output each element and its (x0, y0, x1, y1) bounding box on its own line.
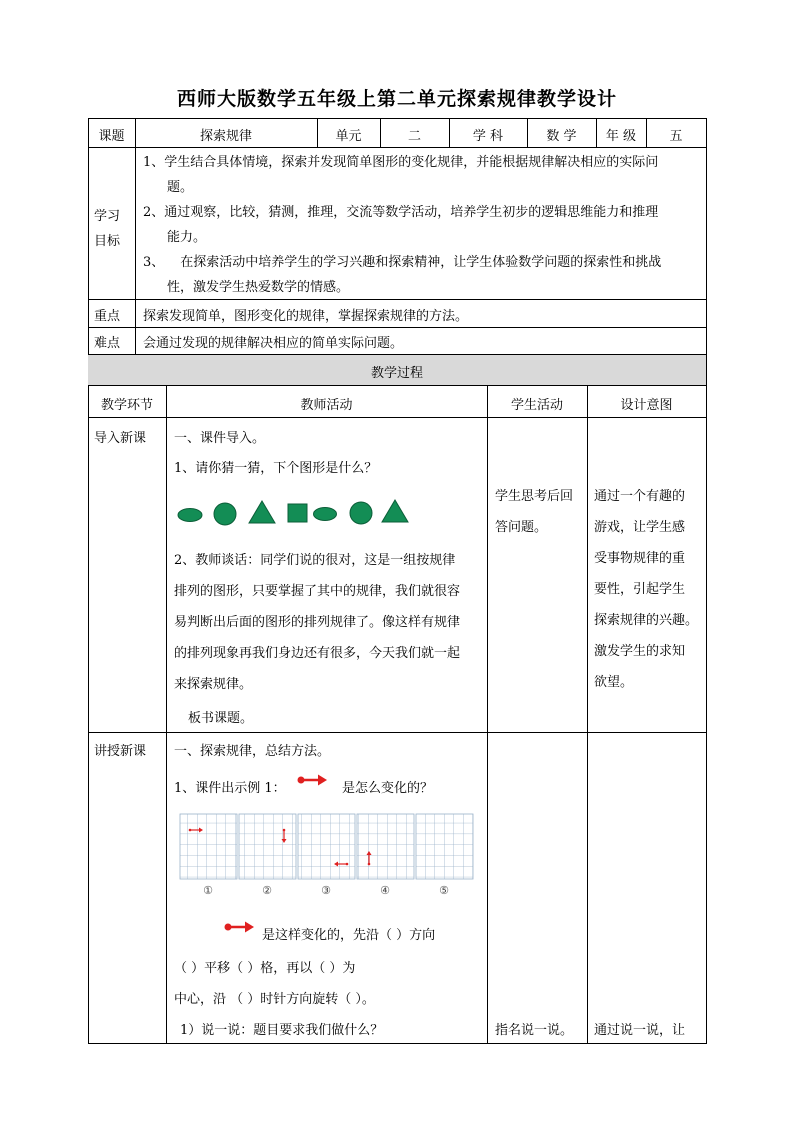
example-prefix: 1、课件出示例 1： (174, 781, 286, 796)
lesson-design-intent: 通过说一说，让 (594, 1023, 686, 1038)
objective-3 (143, 250, 703, 275)
intro-heading: 一、课件导入。 (174, 431, 266, 446)
shape-circle-1 (214, 503, 236, 525)
objective-1-cont: 题。 (167, 180, 194, 195)
objective-3-num: 3、 (143, 255, 165, 270)
board-note: 板书课题。 (188, 711, 254, 726)
talk-line-2: 排列的图形，只要掌握了其中的规律，我们就很容 (174, 584, 461, 599)
intent-line-6: 激发学生的求知 (594, 644, 686, 659)
intro-design-intent (594, 481, 706, 698)
intent-line-7: 欲望。 (594, 675, 634, 690)
subject-label: 学 科 (472, 129, 504, 144)
intent-line-5: 探索规律的兴趣。 (594, 613, 699, 628)
objective-2 (143, 200, 703, 225)
talk-line-3: 易判断出后面的图形的排列规律了。像这样有规律 (174, 615, 461, 630)
grade-value: 五 (669, 129, 683, 144)
document-title: 西师大版数学五年级上第二单元探索规律教学设计 (176, 88, 617, 110)
grid-label-2: ② (262, 884, 272, 897)
talk-line-4: 的排列现象再我们身边还有很多，今天我们就一起 (174, 646, 461, 661)
unit-label: 单元 (335, 129, 362, 144)
stage-intro: 导入新课 (94, 431, 147, 446)
example-suffix: 是怎么变化的？ (342, 781, 434, 796)
subject-value: 数 学 (546, 129, 577, 144)
difficulty-text: 会通过发现的规律解决相应的简单实际问题。 (143, 336, 404, 351)
col-student: 学生活动 (510, 398, 563, 413)
objectives-label-1: 学习 (94, 209, 121, 224)
grid-2 (239, 814, 296, 879)
objective-2-cont: 能力。 (167, 230, 207, 245)
grade-label: 年 级 (605, 129, 637, 144)
ask-line: 1）说一说：题目要求我们做什么？ (180, 1023, 384, 1038)
objective-2-num: 2、 (143, 205, 165, 220)
col-stage: 教学环节 (100, 398, 153, 413)
red-arrow-icon-2 (223, 919, 255, 935)
student-line-1: 学生思考后回 (495, 489, 574, 504)
shape-square (288, 504, 307, 522)
intent-line-1: 通过一个有趣的 (594, 489, 686, 504)
grid-4 (357, 814, 414, 879)
lesson-student-activity: 指名说一说。 (495, 1023, 574, 1038)
lesson-heading: 一、探索规律，总结方法。 (174, 744, 331, 759)
talk-line-5: 来探索规律。 (174, 677, 253, 692)
grid-label-3: ③ (321, 884, 331, 897)
col-intent: 设计意图 (620, 398, 673, 413)
fill-line-1: 是这样变化的，先沿（ ）方向 (262, 928, 436, 943)
intro-student-activity (495, 481, 587, 543)
talk-line-1: 2、教师谈话：同学们说的很对，这是一组按规律 (174, 553, 456, 568)
process-header: 教学过程 (370, 366, 423, 381)
objective-1-num: 1、 (143, 155, 165, 170)
topic-label: 课题 (98, 129, 125, 144)
difficulty-label: 难点 (94, 336, 121, 351)
grid-label-5: ⑤ (439, 884, 449, 897)
grid-label-1: ① (203, 884, 213, 897)
shape-sequence (170, 494, 415, 530)
talk-paragraph (174, 545, 486, 700)
intro-question: 1、请你猜一猜，下个图形是什么？ (174, 461, 378, 476)
grid-3 (298, 814, 355, 879)
objective-3-cont: 性，激发学生热爱数学的情感。 (167, 280, 350, 295)
stage-new-lesson: 讲授新课 (94, 744, 147, 759)
objective-2-line1: 通过观察，比较，猜测，推理，交流等数学活动，培养学生初步的逻辑思维能力和推理 (164, 205, 659, 220)
key-point-label: 重点 (94, 309, 121, 324)
fill-line-3: 中心，沿 （ ）时针方向旋转（ ）。 (174, 992, 375, 1007)
fill-line-2: （ ）平移（ ）格，再以（ ）为 (174, 961, 356, 976)
col-teacher: 教师活动 (300, 398, 353, 413)
key-point-text: 探索发现简单，图形变化的规律，掌握探索规律的方法。 (143, 309, 469, 324)
shape-ellipse-2 (314, 508, 337, 521)
shape-triangle-1 (249, 501, 275, 523)
intent-line-4: 要性，引起学生 (594, 582, 686, 597)
arrow-grids-figure (178, 812, 478, 898)
student-line-2: 答问题。 (495, 520, 548, 535)
objectives-label-2: 目标 (94, 234, 121, 249)
unit-value: 二 (407, 129, 421, 144)
grid-1 (180, 814, 237, 879)
intent-line-3: 受事物规律的重 (594, 551, 686, 566)
topic-value: 探索规律 (199, 129, 252, 144)
objective-1 (143, 150, 703, 175)
objective-3-line1: 在探索活动中培养学生的学习兴趣和探索精神，让学生体验数学问题的探索性和挑战 (180, 255, 662, 270)
intent-line-2: 游戏，让学生感 (594, 520, 686, 535)
grid-label-4: ④ (380, 884, 390, 897)
shape-ellipse-1 (178, 509, 202, 522)
shape-triangle-2 (382, 500, 408, 522)
grid-5 (416, 814, 473, 879)
shape-circle-2 (350, 502, 372, 524)
red-arrow-icon (296, 772, 328, 788)
objective-1-line1: 学生结合具体情境，探索并发现简单图形的变化规律，并能根据规律解决相应的实际问 (164, 155, 659, 170)
